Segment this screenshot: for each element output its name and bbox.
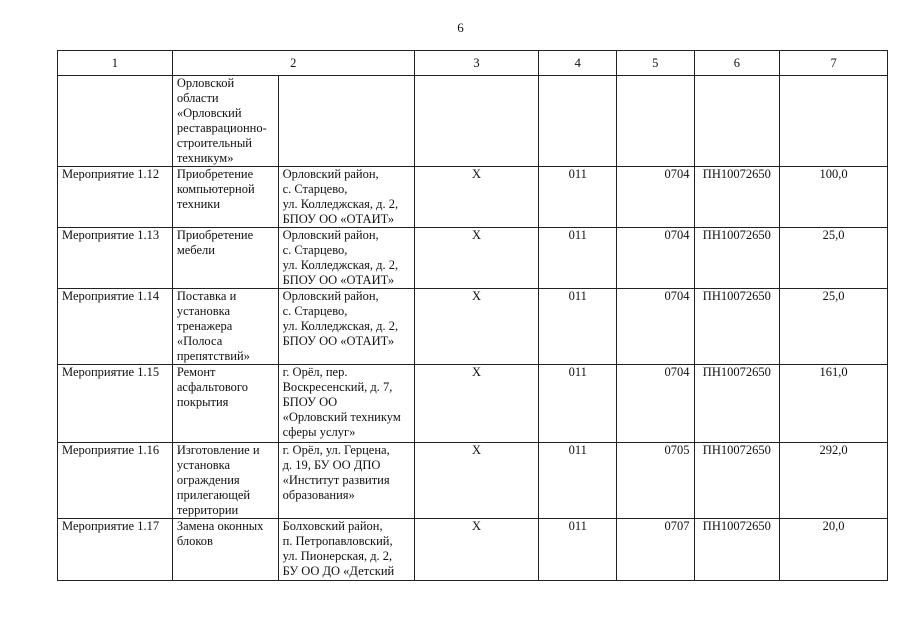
table-body	[58, 76, 888, 581]
header-col-6: 6	[694, 51, 780, 76]
col6-cell: ПН10072650	[694, 228, 780, 289]
col6-cell: ПН10072650	[694, 289, 780, 365]
header-col-3: 3	[414, 51, 539, 76]
description-line: компьютерной	[176, 182, 255, 196]
description-line: Приобретение	[176, 167, 254, 181]
col3-cell: Х	[414, 519, 539, 581]
event-cell	[58, 76, 173, 167]
address-cell	[278, 228, 414, 289]
address-line: БПОУ ОО «ОТАИТ»	[282, 212, 395, 226]
col5-cell: 0707	[616, 519, 694, 581]
description-cell	[172, 167, 278, 228]
col7-cell	[780, 76, 888, 167]
col3-cell	[414, 76, 539, 167]
description-line: препятствий»	[176, 349, 250, 363]
description-line: Ремонт	[176, 365, 216, 379]
description-line: Приобретение	[176, 228, 254, 242]
address-line: «Институт развития	[282, 473, 390, 487]
description-line: техникум»	[176, 151, 234, 165]
col5-cell	[616, 76, 694, 167]
col4-cell: 011	[539, 228, 617, 289]
header-col-5: 5	[616, 51, 694, 76]
col4-cell: 011	[539, 443, 617, 519]
event-cell: Мероприятие 1.13	[58, 228, 173, 289]
address-line: д. 19, БУ ОО ДПО	[282, 458, 381, 472]
col6-cell: ПН10072650	[694, 167, 780, 228]
address-line: БПОУ ОО	[282, 395, 338, 409]
col6-cell: ПН10072650	[694, 519, 780, 581]
col3-cell: Х	[414, 228, 539, 289]
description-line: Замена оконных	[176, 519, 264, 533]
address-cell	[278, 289, 414, 365]
address-line: Воскресенский, д. 7,	[282, 380, 393, 394]
col4-cell	[539, 76, 617, 167]
description-cell	[172, 519, 278, 581]
col6-cell: ПН10072650	[694, 365, 780, 443]
address-cell	[278, 76, 414, 167]
table-row-continuation	[58, 76, 888, 167]
col7-cell: 25,0	[780, 289, 888, 365]
address-line: БПОУ ОО «ОТАИТ»	[282, 334, 395, 348]
description-line: Орловской	[176, 76, 235, 90]
address-line: БПОУ ОО «ОТАИТ»	[282, 273, 395, 287]
address-line: г. Орёл, пер.	[282, 365, 348, 379]
address-cell	[278, 167, 414, 228]
description-line: территории	[176, 503, 239, 517]
table-row	[58, 167, 888, 228]
col5-cell: 0704	[616, 365, 694, 443]
col5-cell: 0704	[616, 167, 694, 228]
col7-cell: 161,0	[780, 365, 888, 443]
col4-cell: 011	[539, 519, 617, 581]
col3-cell: Х	[414, 365, 539, 443]
address-line: Орловский район,	[282, 289, 379, 303]
address-line: ул. Колледжская, д. 2,	[282, 258, 399, 272]
event-cell: Мероприятие 1.14	[58, 289, 173, 365]
description-line: реставрационно-	[176, 121, 267, 135]
col4-cell: 011	[539, 289, 617, 365]
address-line: ул. Колледжская, д. 2,	[282, 197, 399, 211]
description-line: прилегающей	[176, 488, 251, 502]
col4-cell: 011	[539, 365, 617, 443]
event-cell: Мероприятие 1.15	[58, 365, 173, 443]
address-cell	[278, 519, 414, 581]
col6-cell	[694, 76, 780, 167]
col3-cell: Х	[414, 167, 539, 228]
description-cell	[172, 365, 278, 443]
address-line: ул. Пионерская, д. 2,	[282, 549, 393, 563]
col6-cell: ПН10072650	[694, 443, 780, 519]
table-row	[58, 365, 888, 443]
header-col-7: 7	[780, 51, 888, 76]
description-cell	[172, 228, 278, 289]
address-cell	[278, 365, 414, 443]
col3-cell: Х	[414, 289, 539, 365]
description-line: Изготовление и	[176, 443, 260, 457]
address-line: ул. Колледжская, д. 2,	[282, 319, 399, 333]
header-col-1: 1	[58, 51, 173, 76]
address-line: с. Старцево,	[282, 243, 348, 257]
event-cell: Мероприятие 1.12	[58, 167, 173, 228]
description-line: установка	[176, 458, 231, 472]
description-line: области	[176, 91, 219, 105]
col4-cell: 011	[539, 167, 617, 228]
col7-cell: 20,0	[780, 519, 888, 581]
budget-table	[57, 50, 888, 581]
description-line: ограждения	[176, 473, 240, 487]
col7-cell: 25,0	[780, 228, 888, 289]
table-row	[58, 228, 888, 289]
table-row	[58, 519, 888, 581]
col5-cell: 0704	[616, 228, 694, 289]
table-row	[58, 443, 888, 519]
description-line: строительный	[176, 136, 252, 150]
description-cell	[172, 443, 278, 519]
address-line: с. Старцево,	[282, 304, 348, 318]
address-line: с. Старцево,	[282, 182, 348, 196]
description-line: блоков	[176, 534, 213, 548]
description-cell	[172, 289, 278, 365]
address-line: Орловский район,	[282, 228, 379, 242]
address-line: Болховский район,	[282, 519, 383, 533]
description-line: покрытия	[176, 395, 229, 409]
header-col-4: 4	[539, 51, 617, 76]
description-line: Поставка и	[176, 289, 237, 303]
address-line: «Орловский техникум	[282, 410, 401, 424]
address-line: образования»	[282, 488, 355, 502]
address-line: п. Петропавловский,	[282, 534, 393, 548]
address-line: БУ ОО ДО «Детский	[282, 564, 395, 578]
description-line: установка	[176, 304, 231, 318]
table-row	[58, 289, 888, 365]
col3-cell: Х	[414, 443, 539, 519]
col5-cell: 0704	[616, 289, 694, 365]
description-line: техники	[176, 197, 221, 211]
address-cell	[278, 443, 414, 519]
description-line: мебели	[176, 243, 215, 257]
page-number: 6	[457, 20, 464, 35]
col7-cell: 100,0	[780, 167, 888, 228]
table-header	[58, 51, 888, 76]
description-line: «Орловский	[176, 106, 242, 120]
event-cell: Мероприятие 1.17	[58, 519, 173, 581]
address-line: сферы услуг»	[282, 425, 356, 439]
description-line: «Полоса	[176, 334, 223, 348]
description-line: тренажера	[176, 319, 233, 333]
description-line: асфальтового	[176, 380, 248, 394]
header-col-2: 2	[172, 51, 414, 76]
description-cell	[172, 76, 278, 167]
address-line: г. Орёл, ул. Герцена,	[282, 443, 390, 457]
address-line: Орловский район,	[282, 167, 379, 181]
event-cell: Мероприятие 1.16	[58, 443, 173, 519]
col5-cell: 0705	[616, 443, 694, 519]
col7-cell: 292,0	[780, 443, 888, 519]
